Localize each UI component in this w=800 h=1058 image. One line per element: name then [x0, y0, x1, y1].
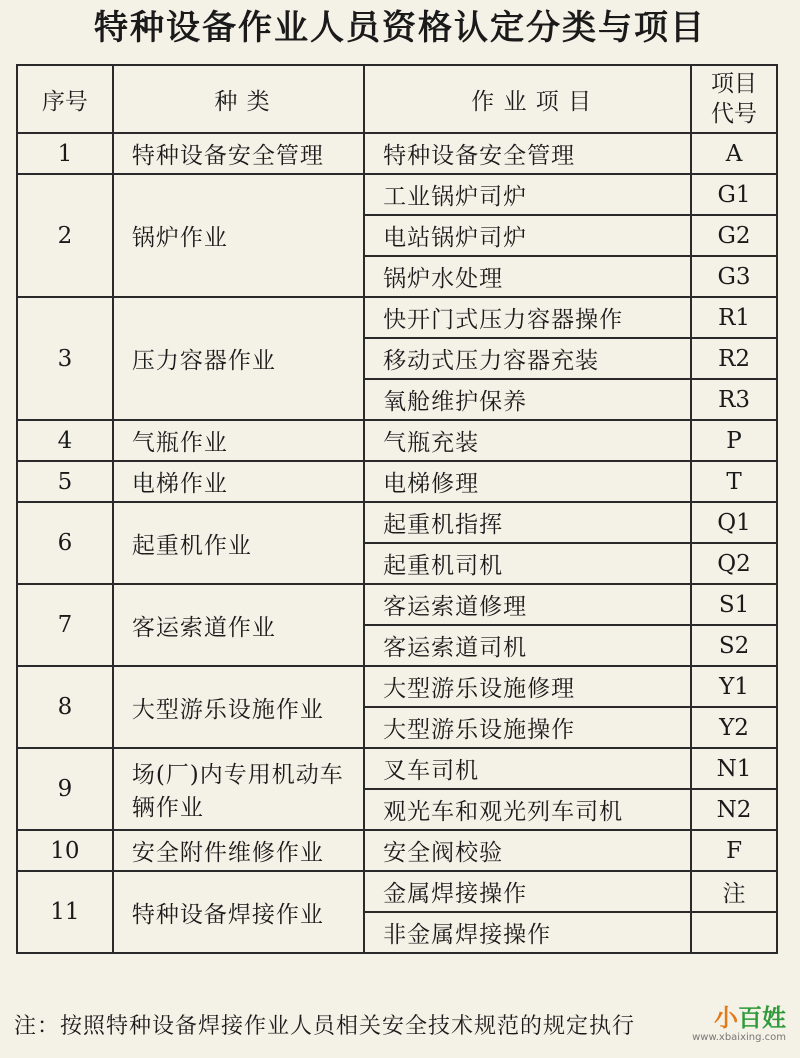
table-row: [17, 871, 777, 912]
cell-category: 大型游乐设施作业: [113, 666, 364, 748]
cell-item: 非金属焊接操作: [364, 912, 691, 953]
cell-code: N1: [691, 748, 777, 789]
table-row: [17, 174, 777, 215]
cell-no: 8: [17, 666, 113, 748]
cell-item: 移动式压力容器充装: [364, 338, 691, 379]
cell-item: 电站锅炉司炉: [364, 215, 691, 256]
cell-code: T: [691, 461, 777, 502]
table-row: [17, 502, 777, 543]
cell-item: 大型游乐设施操作: [364, 707, 691, 748]
cell-item: 客运索道修理: [364, 584, 691, 625]
table-row: [17, 420, 777, 461]
cell-code: G3: [691, 256, 777, 297]
cell-item: 氧舱维护保养: [364, 379, 691, 420]
cell-item: 观光车和观光列车司机: [364, 789, 691, 830]
cell-code: Q2: [691, 543, 777, 584]
cell-item: 安全阀校验: [364, 830, 691, 871]
cell-category: 起重机作业: [113, 502, 364, 584]
cell-no: 5: [17, 461, 113, 502]
cell-item: 起重机司机: [364, 543, 691, 584]
watermark-logo: [692, 1004, 786, 1043]
cell-item: 气瓶充装: [364, 420, 691, 461]
cell-item: 特种设备安全管理: [364, 133, 691, 174]
table-row: [17, 748, 777, 789]
table-row: [17, 666, 777, 707]
table-body: [17, 133, 777, 953]
cell-code: 注: [691, 871, 777, 912]
page-title: 特种设备作业人员资格认定分类与项目: [94, 8, 706, 48]
cell-code: Q1: [691, 502, 777, 543]
table-row: [17, 830, 777, 871]
cell-item: 客运索道司机: [364, 625, 691, 666]
cell-code: P: [691, 420, 777, 461]
header-category: 种 类: [113, 65, 364, 133]
cell-no: 1: [17, 133, 113, 174]
header-item: 作 业 项 目: [364, 65, 691, 133]
cell-code: F: [691, 830, 777, 871]
cell-code: R3: [691, 379, 777, 420]
header-code: [691, 65, 777, 133]
cell-category: 场(厂)内专用机动车辆作业: [113, 748, 364, 830]
cell-category: 特种设备安全管理: [113, 133, 364, 174]
cell-category: 气瓶作业: [113, 420, 364, 461]
cell-code: Y1: [691, 666, 777, 707]
cell-code: Y2: [691, 707, 777, 748]
cell-item: 金属焊接操作: [364, 871, 691, 912]
table-row: [17, 133, 777, 174]
watermark-brand-part2: 百姓: [738, 1004, 786, 1032]
table-header-row: [17, 65, 777, 133]
cell-code: G1: [691, 174, 777, 215]
cell-no: 11: [17, 871, 113, 953]
watermark-url: www.xbaixing.com: [692, 1032, 786, 1043]
cell-category: 电梯作业: [113, 461, 364, 502]
cell-item: 工业锅炉司炉: [364, 174, 691, 215]
cell-category: 客运索道作业: [113, 584, 364, 666]
cell-no: 4: [17, 420, 113, 461]
cell-item: 叉车司机: [364, 748, 691, 789]
cell-category: 锅炉作业: [113, 174, 364, 297]
cell-no: 9: [17, 748, 113, 830]
cell-item: 快开门式压力容器操作: [364, 297, 691, 338]
cell-code: R1: [691, 297, 777, 338]
cell-category: 安全附件维修作业: [113, 830, 364, 871]
watermark-brand-part1: 小: [714, 1004, 738, 1032]
header-no: 序号: [17, 65, 113, 133]
cell-no: 3: [17, 297, 113, 420]
header-code-line2: 代号: [711, 101, 758, 127]
table-row: [17, 297, 777, 338]
cell-no: 10: [17, 830, 113, 871]
cell-no: 6: [17, 502, 113, 584]
cell-no: 7: [17, 584, 113, 666]
footnote: 注：按照特种设备焊接作业人员相关安全技术规范的规定执行: [14, 1014, 636, 1039]
cell-code: A: [691, 133, 777, 174]
cell-no: 2: [17, 174, 113, 297]
table-row: [17, 461, 777, 502]
cell-code: R2: [691, 338, 777, 379]
cell-item: 大型游乐设施修理: [364, 666, 691, 707]
cell-item: 起重机指挥: [364, 502, 691, 543]
cell-category: 特种设备焊接作业: [113, 871, 364, 953]
cell-code: [691, 912, 777, 953]
cell-code: S1: [691, 584, 777, 625]
header-code-line1: 项目: [711, 71, 758, 97]
cell-code: N2: [691, 789, 777, 830]
cell-category: 压力容器作业: [113, 297, 364, 420]
qualification-table: [16, 64, 778, 954]
cell-code: S2: [691, 625, 777, 666]
cell-item: 电梯修理: [364, 461, 691, 502]
table-row: [17, 584, 777, 625]
cell-item: 锅炉水处理: [364, 256, 691, 297]
cell-code: G2: [691, 215, 777, 256]
